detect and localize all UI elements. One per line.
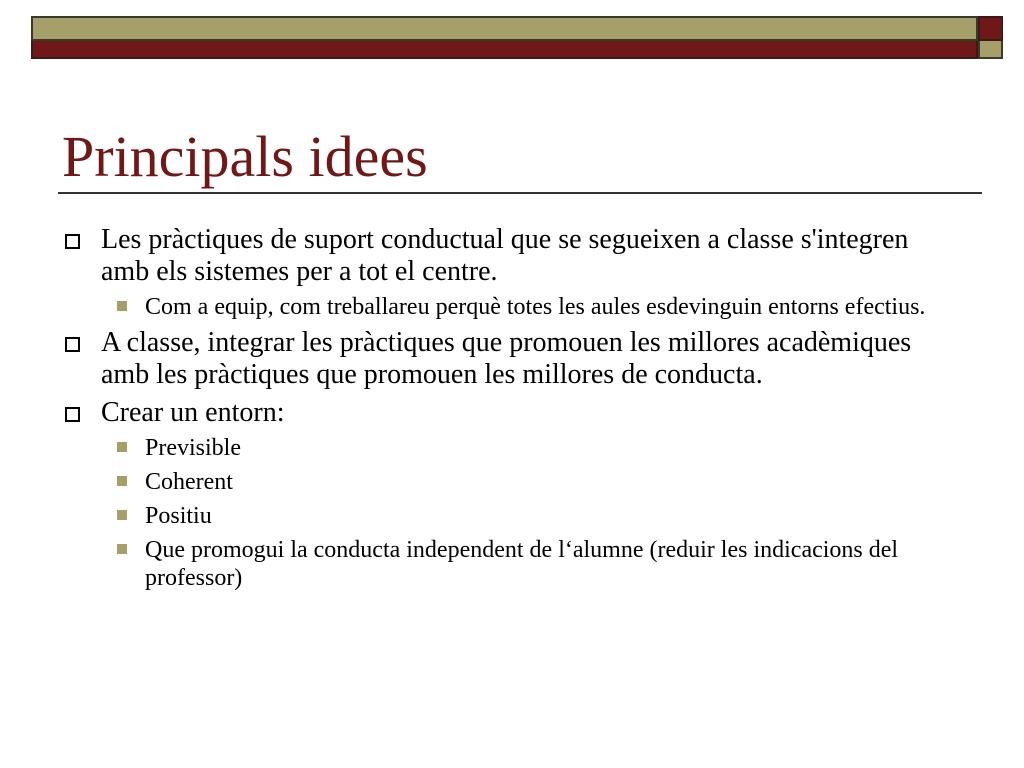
bullet-3-sub-1: [62, 434, 962, 462]
bullet-3-sub-4-text: Que promogui la conducta independent de l‘alumne (reduir les indicacions del professor): [145, 537, 899, 591]
bullet-3: [62, 397, 962, 429]
bullet-1-sub-1: [62, 293, 962, 321]
hollow-square-bullet-icon: [65, 407, 80, 422]
bullet-1-text: Les pràctiques de suport conductual que se segueixen a classe s'integren amb els sistemes per a tot el centre.: [101, 224, 909, 287]
bullet-3-sub-2: [62, 468, 962, 496]
hollow-square-bullet-icon: [65, 234, 80, 249]
header-corner-olive: [978, 41, 1003, 59]
filled-square-bullet-icon: [117, 476, 127, 486]
filled-square-bullet-icon: [117, 442, 127, 452]
title-divider: [58, 192, 982, 194]
bullet-3-sub-3: [62, 502, 962, 530]
bullet-2: [62, 327, 962, 391]
bullet-3-sub-2-text: Coherent: [145, 469, 233, 495]
bullet-1-sub-1-text: Com a equip, com treballareu perquè totes les aules esdevinguin entorns efectius.: [145, 294, 926, 320]
filled-square-bullet-icon: [117, 544, 127, 554]
bullet-3-sub-1-text: Previsible: [145, 435, 241, 461]
bullet-3-sub-4: [62, 536, 962, 592]
bullet-3-sub-3-text: Positiu: [145, 503, 212, 529]
slide-title: Principals idees: [62, 124, 428, 189]
bullet-3-text: Crear un entorn:: [101, 397, 285, 428]
header-bar-olive: [31, 16, 978, 41]
bullet-2-text: A classe, integrar les pràctiques que promouen les millores acadèmiques amb les pràctiques que promouen les millores de conducta.: [101, 327, 912, 390]
header-corner-maroon: [978, 16, 1003, 41]
hollow-square-bullet-icon: [65, 337, 80, 352]
bullet-1: [62, 224, 962, 288]
filled-square-bullet-icon: [117, 510, 127, 520]
header-bar-maroon: [31, 41, 978, 59]
slide-body: [62, 224, 962, 592]
filled-square-bullet-icon: [117, 301, 127, 311]
